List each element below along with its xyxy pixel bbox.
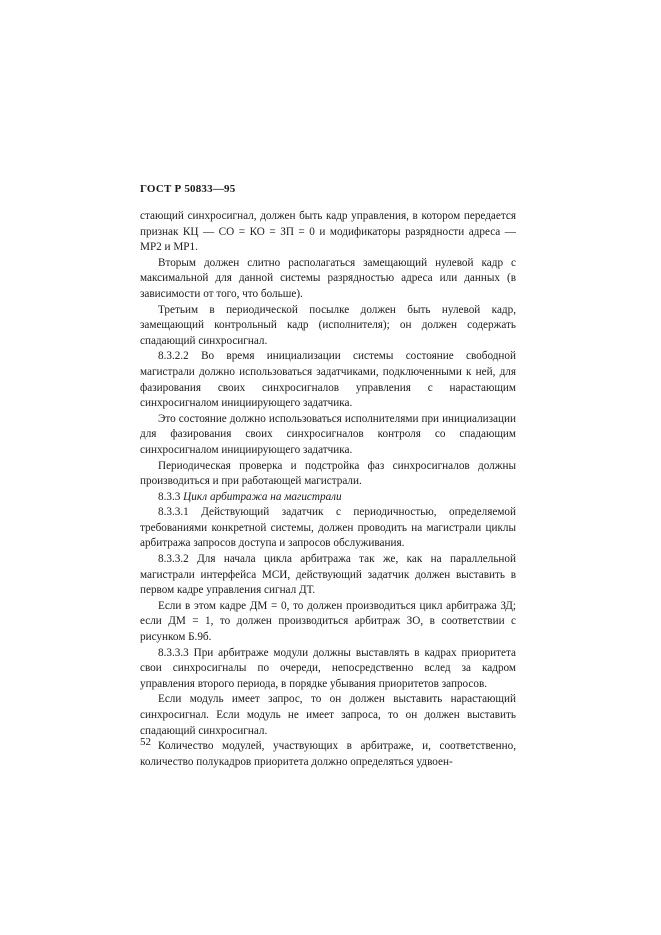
paragraph-9: Если в этом кадре ДМ = 0, то должен производиться цикл арбитража ЗД; если ДМ = 1, то должен производиться арбитраж ЗО, в соответствии с рисунком Б.9б.: [140, 599, 516, 644]
paragraph-12: Количество модулей, участвующих в арбитраже, и, соответственно, количество полукадров приоритета должно определяться удвоен-: [140, 740, 516, 768]
paragraph-11: Если модуль имеет запрос, то он должен выставить нарастающий синхросигнал. Если модуль не имеет запроса, то он должен выставить спадающий синхросигнал.: [140, 693, 516, 737]
page-number: 52: [140, 736, 151, 748]
section-title: Цикл арбитража на магистрали: [183, 490, 342, 503]
paragraph-5: Это состояние должно использоваться исполнителями при инициализации для фазирования своих синхросигналов контроля со спадающим синхросигналом инициирующего задатчика.: [140, 412, 516, 456]
paragraph-8: 8.3.3.2 Для начала цикла арбитража так же, как на параллельной магистрали интерфейса МСИ, действующий задатчик должен выставить в первом кадре управления сигнал ДТ.: [140, 553, 516, 597]
paragraph-2: Вторым должен слитно располагаться замещающий нулевой кадр с максимальной для данной системы разрядностью адреса или данных (в зависимости от того, что больше).: [140, 256, 516, 300]
paragraph-7: 8.3.3.1 Действующий задатчик с периодичностью, определяемой требованиями конкретной системы, должен проводить на магистрали циклы арбитража запросов доступа и запросов обслуживания.: [140, 506, 516, 550]
paragraph-10: 8.3.3.3 При арбитраже модули должны выставлять в кадрах приоритета свои синхросигналы по очереди, непосредственно вслед за кадром управления второго периода, в порядке убывания приоритетов запросов.: [140, 646, 516, 690]
document-header: ГОСТ Р 50833—95: [140, 183, 236, 195]
page-body: [140, 209, 516, 770]
paragraph-1: стающий синхросигнал, должен быть кадр управления, в котором передается признак КЦ — СО = КО = ЗП = 0 и модификаторы разрядности адреса — МР2 и МР1.: [140, 210, 516, 254]
section-number: 8.3.3: [158, 490, 181, 503]
paragraph-4: 8.3.2.2 Во время инициализации системы состояние свободной магистрали должно использоваться задатчиками, подключенными к ней, для фазирования своих синхросигналов управления с нарастающим синхросигналом инициирующего задатчика.: [140, 350, 516, 410]
paragraph-3: Третьим в периодической посылке должен быть нулевой кадр, замещающий контрольный кадр (исполнителя); он должен содержать спадающий синхросигнал.: [140, 303, 516, 347]
paragraph-6: Периодическая проверка и подстройка фаз синхросигналов должны производиться и при работающей магистрали.: [140, 459, 516, 488]
section-heading: [140, 490, 516, 506]
